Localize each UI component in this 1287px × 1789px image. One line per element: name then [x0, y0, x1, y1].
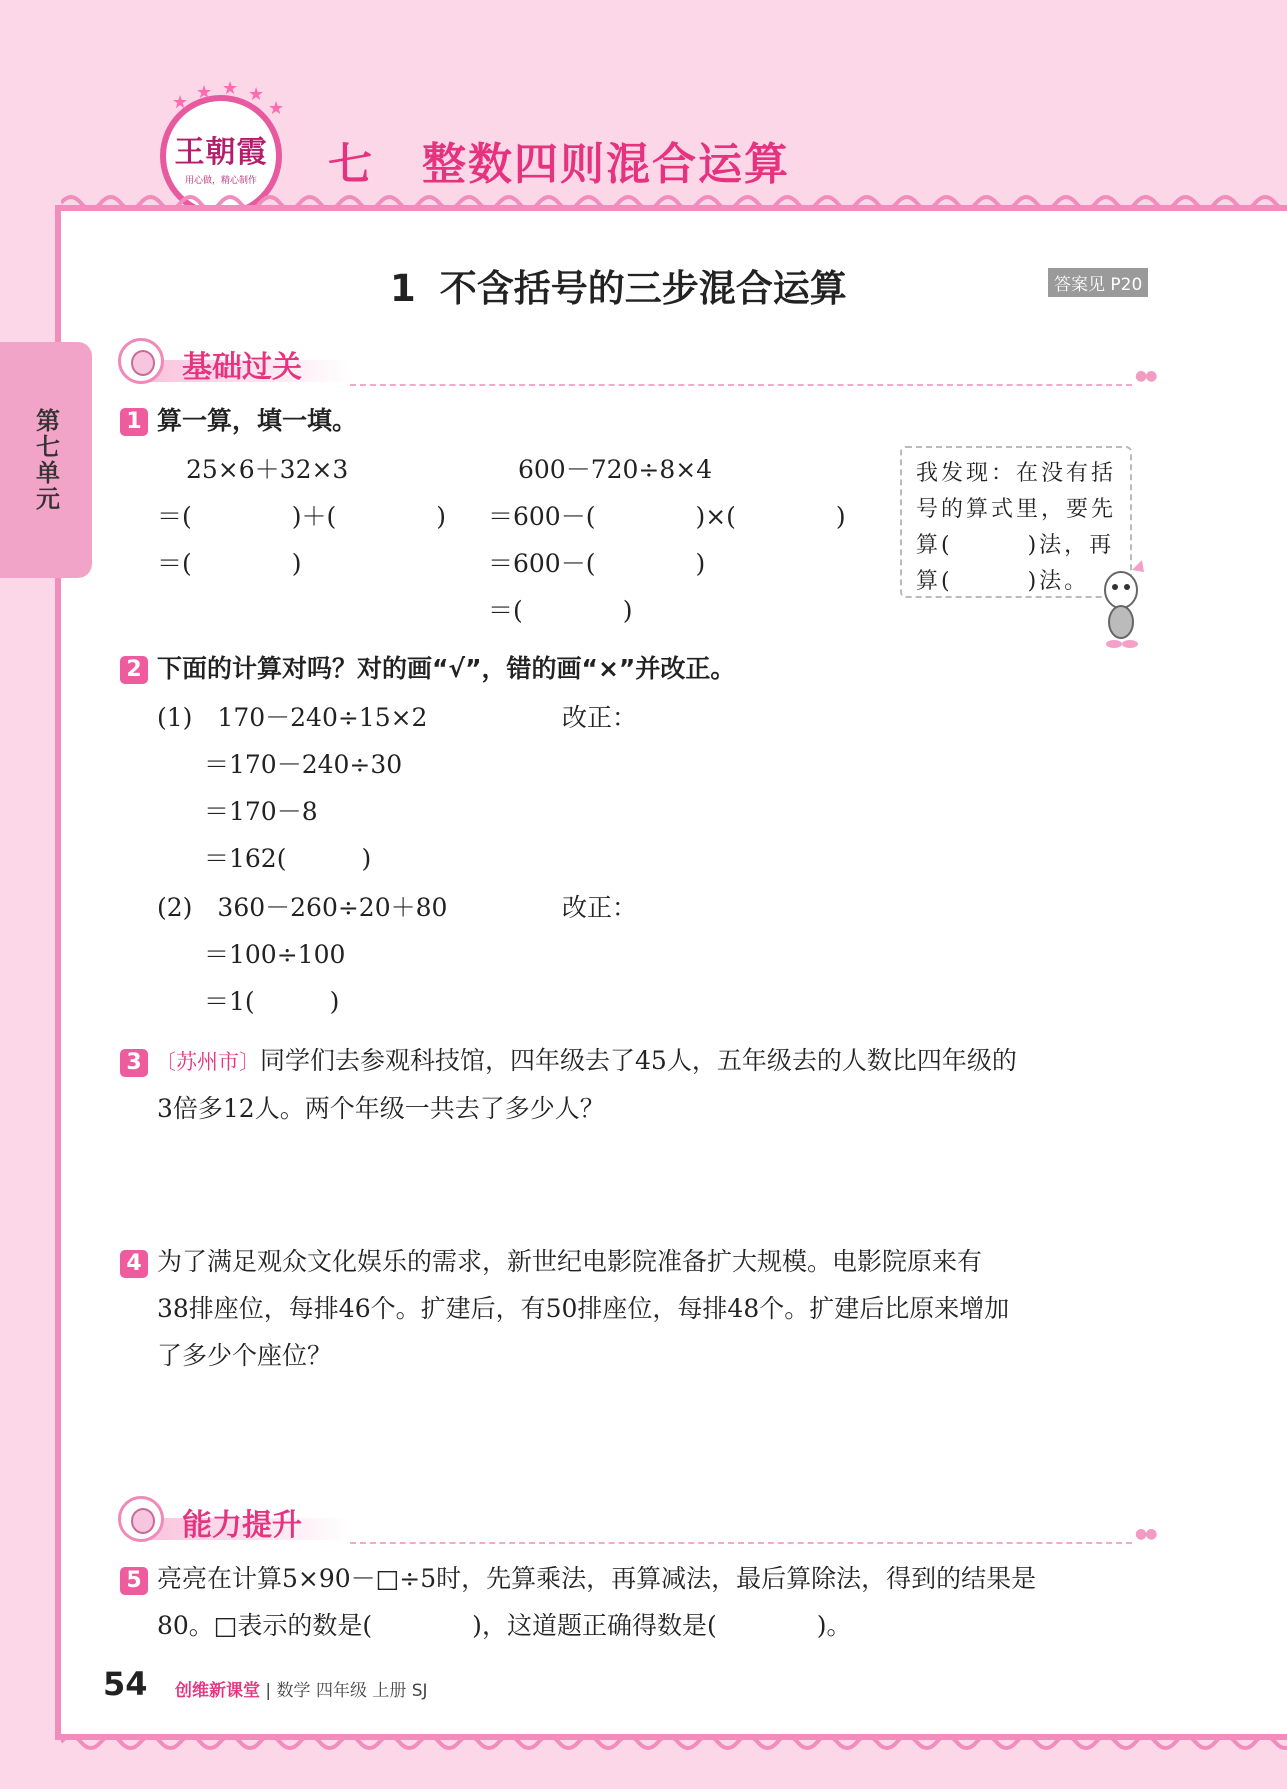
tip-line: 算( )法，再	[916, 533, 1115, 558]
question-1-prompt: 算一算，填一填。	[157, 406, 358, 435]
question-3-line	[155, 1046, 1017, 1076]
region-tag: 〔苏州市〕	[155, 1050, 260, 1074]
dots-decoration: ●●	[1135, 1526, 1156, 1542]
question-number-3: 3	[120, 1049, 148, 1077]
mascot-icon	[1092, 560, 1150, 650]
star-icon: ★	[248, 84, 265, 105]
question-4-line: 38排座位，每排46个。扩建后，有50排座位，每排48个。扩建后比原来增加	[157, 1294, 1010, 1323]
q1-mid-line: ＝( )	[488, 596, 633, 625]
section-title-basic: 基础过关	[182, 350, 302, 385]
unit-side-tab-label: 第七单元	[31, 408, 60, 512]
question-number-1: 1	[120, 408, 148, 436]
question-number-4: 4	[120, 1250, 148, 1278]
wave-border-top	[61, 191, 1287, 215]
question-number-2: 2	[120, 656, 148, 684]
lesson-title-text: 不含括号的三步混合运算	[439, 267, 847, 310]
section-divider	[350, 384, 1132, 386]
q1-left-line: ＝( )＋( )	[157, 502, 447, 531]
section-title-advanced: 能力提升	[182, 1508, 302, 1543]
q2-part1-line: (1) 170－240÷15×2	[157, 703, 428, 732]
unit-side-tab	[0, 342, 92, 578]
star-icon: ★	[268, 98, 285, 119]
q2-part2-line: (2) 360－260÷20＋80	[157, 893, 448, 922]
q2-part2-correct-label: 改正：	[562, 893, 638, 922]
q1-mid-line: ＝600－( )×( )	[488, 502, 846, 531]
mascot-icon	[118, 1496, 164, 1542]
q2-part1-line: ＝170－240÷30	[204, 750, 403, 779]
q1-left-line: ＝( )	[157, 549, 302, 578]
footer-info	[175, 1676, 428, 1701]
question-5-line: 亮亮在计算5×90－□÷5时，先算乘法，再算减法，最后算除法，得到的结果是	[157, 1564, 1037, 1593]
question-5-line: 80。□表示的数是( )，这道题正确得数是( )。	[157, 1611, 852, 1640]
lesson-number: 1	[390, 267, 416, 310]
tip-line: 算( )法。	[916, 569, 1090, 594]
tip-line: 号的算式里，要先	[916, 497, 1117, 522]
q2-part1-line: ＝162( )	[204, 844, 372, 873]
question-4-line: 为了满足观众文化娱乐的需求，新世纪电影院准备扩大规模。电影院原来有	[157, 1247, 983, 1276]
unit-title-text: 整数四则混合运算	[422, 139, 790, 190]
logo-subtext: 用心做，精心制作	[184, 175, 257, 186]
star-icon: ★	[222, 78, 239, 99]
q1-left-line: 25×6＋32×3	[186, 455, 349, 484]
lesson-title	[390, 258, 847, 312]
q2-part2-line: ＝100÷100	[204, 940, 346, 969]
q2-part1-correct-label: 改正：	[562, 703, 638, 732]
footer-brand: 创维新课堂	[175, 1681, 260, 1701]
unit-title	[328, 128, 790, 192]
wave-border-bottom	[61, 1730, 1287, 1754]
mascot-icon	[118, 338, 164, 384]
footer-book-info: | 数学 四年级 上册 SJ	[265, 1681, 428, 1701]
question-3-text: 同学们去参观科技馆，四年级去了45人，五年级去的人数比四年级的	[260, 1046, 1017, 1075]
tip-line: 我发现：在没有括	[916, 461, 1117, 486]
q1-mid-line: 600－720÷8×4	[518, 455, 713, 484]
question-number-5: 5	[120, 1567, 148, 1595]
question-3-line: 3倍多12人。两个年级一共去了多少人？	[157, 1094, 605, 1123]
star-icon: ★	[172, 92, 189, 113]
q1-mid-line: ＝600－( )	[488, 549, 706, 578]
logo-text: 王朝霞	[174, 134, 268, 170]
question-2-prompt: 下面的计算对吗？对的画“√”，错的画“×”并改正。	[157, 654, 736, 683]
dots-decoration: ●●	[1135, 368, 1156, 384]
page-number: 54	[103, 1665, 148, 1703]
q2-part2-line: ＝1( )	[204, 987, 340, 1016]
question-4-line: 了多少个座位？	[157, 1341, 333, 1370]
answer-reference-tag: 答案见 P20	[1048, 268, 1148, 297]
unit-number: 七	[328, 139, 374, 190]
section-divider	[350, 1542, 1132, 1544]
q2-part1-line: ＝170－8	[204, 797, 318, 826]
star-icon: ★	[196, 82, 213, 103]
